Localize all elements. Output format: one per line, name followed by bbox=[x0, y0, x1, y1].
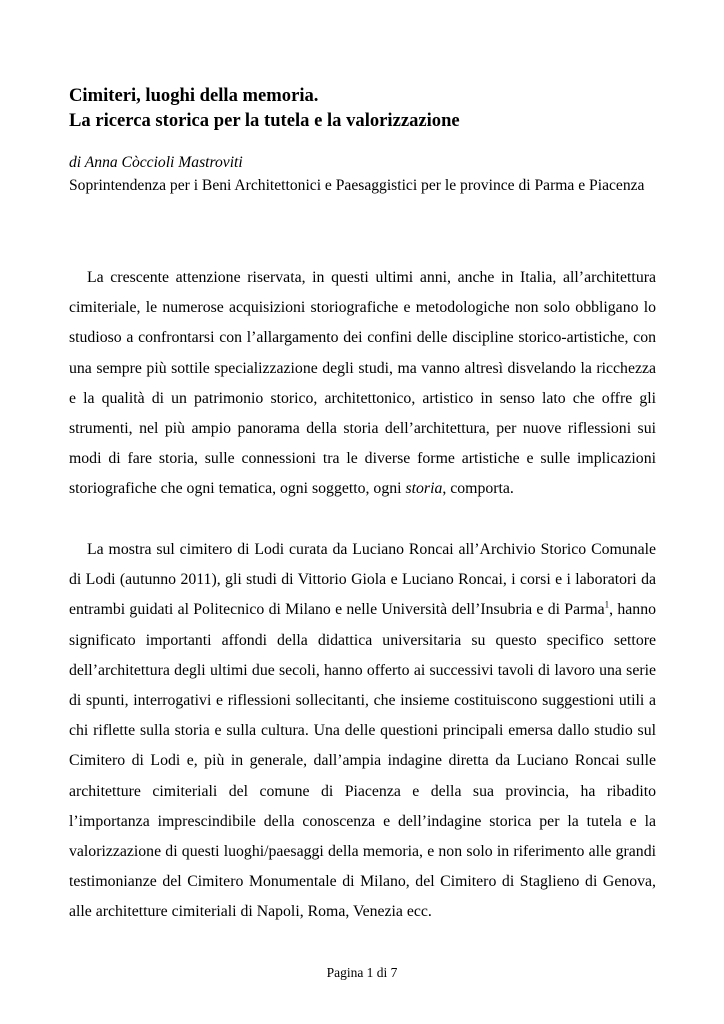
paragraph-1-text-b: , comporta. bbox=[442, 480, 514, 498]
paragraph-2-text-b: , hanno significato importanti affondi della didattica universitaria su questo specifico settore dell’architettura degli ultimi due secoli, hanno offerto ai successivi tavoli di lavoro una serie di spunti, interrogativi e riflessioni sollecitanti, che insieme costituiscono suggestioni utili a chi riflette sulla storia e sulla cultura. Una delle questioni principali emersa dallo studio sul Cimitero di Lodi e, più in generale, dall’ampia indagine diretta da Luciano Roncai sulle architetture cimiteriali del comune di Piacenza e della sua provincia, ha ribadito l’importanza imprescindibile della conoscenza e dell’indagine storica per la tutela e la valorizzazione di questi luoghi/paesaggi della memoria, e non solo in riferimento alle grandi testimonianze del Cimitero Monumentale di Milano, del Cimitero di Staglieno di Genova, alle architetture cimiteriali di Napoli, Roma, Venezia ecc. bbox=[69, 601, 656, 921]
author-line: di Anna Còccioli Mastroviti bbox=[69, 154, 243, 171]
paragraph-1-text-a: La crescente attenzione riservata, in questi ultimi anni, anche in Italia, all’architettura cimiteriale, le numerose acquisizioni storiografiche e metodologiche non solo obbligano lo studioso a confrontarsi con l’allargamento dei confini delle discipline storico-artistiche, con una sempre più sottile specializzazione degli studi, ma vanno altresì disvelando la ricchezza e la qualità di un patrimonio storico, architettonico, artistico in senso lato che offre gli strumenti, nel più ampio panorama della storia dell’architettura, per nuove riflessioni sui modi di fare storia, sulle connessioni tra le diverse forme artistiche e sulle implicazioni storiografiche che ogni tematica, ogni soggetto, ogni bbox=[69, 269, 656, 498]
title-line-1: Cimiteri, luoghi della memoria. bbox=[69, 85, 319, 106]
paragraph-1-italic-word: storia bbox=[405, 480, 443, 498]
paragraph-2-text-a: La mostra sul cimitero di Lodi curata da Luciano Roncai all’Archivio Storico Comunale di Lodi (autunno 2011), gli studi di Vittorio Giola e Luciano Roncai, i corsi e i laboratori da entrambi guidati al Politecnico di Milano e nelle Università dell’Insubria e di Parma bbox=[69, 541, 656, 619]
affiliation-line: Soprintendenza per i Beni Architettonici e Paesaggistici per le province di Parma e Piacenza bbox=[69, 177, 645, 194]
footnote-reference[interactable]: 1 bbox=[604, 600, 610, 611]
title-line-2: La ricerca storica per la tutela e la valorizzazione bbox=[69, 110, 460, 131]
page-number: Pagina 1 di 7 bbox=[326, 965, 398, 980]
paragraph-1 bbox=[69, 263, 656, 505]
document-title bbox=[69, 83, 669, 133]
paragraph-2 bbox=[69, 535, 656, 928]
